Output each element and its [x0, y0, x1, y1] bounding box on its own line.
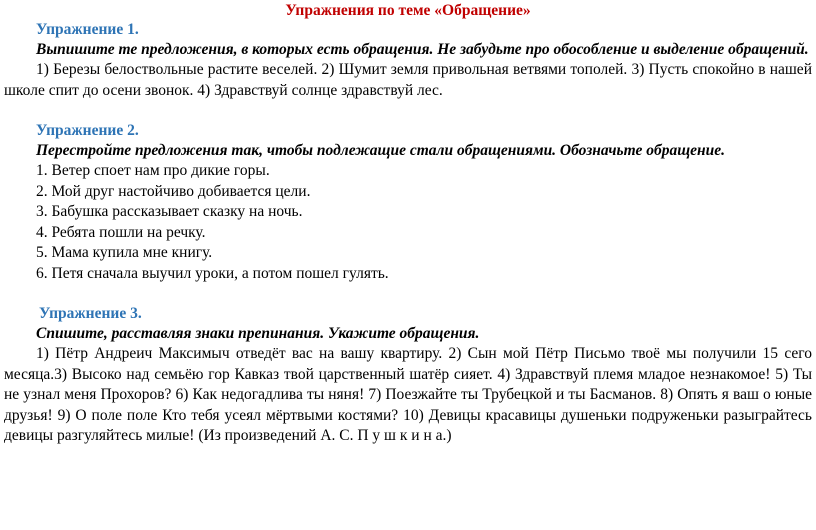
exercise-3-text: 1) Пётр Андреич Максимыч отведёт вас на вашу квартиру. 2) Сын мой Пётр Письмо твоё мы получили 15 сего месяца.3) Высоко над семьёю гор Кавказ твой царственный шатёр сияет. 4) Здравствуй племя младое незнакомое! 5) Ты не узнал меня Прохоров? 6) Как недогадлива ты няня! 7) Поезжайте ты Трубецкой и ты Басманов. 8) Опять я ваш о юные друзья! 9) О поле поле Кто тебя усеял мёртвыми костями? 10) Девицы красавицы душеньки подруженьки разыграйтесь девицы разгуляйтесь милые! (Из произведений А. С. П у ш к и н а.): [4, 345, 812, 444]
exercise-2-list: [4, 161, 812, 284]
spacer: [4, 101, 812, 121]
exercise-1: [4, 20, 812, 101]
exercise-1-instruction: Выпишите те предложения, в которых есть обращения. Не забудьте про обособление и выделение обращений.: [36, 41, 809, 58]
list-item: 3. Бабушка рассказывает сказку на ночь.: [36, 203, 303, 220]
exercise-3-heading: Упражнение 3.: [39, 305, 142, 322]
list-item: 5. Мама купила мне книгу.: [36, 244, 213, 261]
exercise-3-instruction: Спишите, расставляя знаки препинания. Укажите обращения.: [36, 325, 480, 342]
list-item: 6. Петя сначала выучил уроки, а потом пошел гулять.: [36, 264, 389, 282]
exercise-2: [4, 121, 812, 284]
list-item: 2. Мой друг настойчиво добивается цели.: [36, 182, 311, 200]
page-title: Упражнения по теме «Обращение»: [285, 2, 531, 19]
exercise-1-text: 1) Березы белоствольные растите веселей. 2) Шумит земля привольная ветвями тополей. 3) Пусть спокойно в нашей школе спит до осени звонок. 4) Здравствуй солнце здравствуй лес.: [4, 61, 812, 99]
exercise-3: [4, 304, 812, 447]
exercise-1-heading: Упражнение 1.: [36, 21, 139, 38]
spacer: [4, 284, 812, 304]
exercise-2-heading: Упражнение 2.: [36, 122, 139, 139]
list-item: 1. Ветер споет нам про дикие горы.: [36, 162, 270, 179]
exercise-2-instruction: Перестройте предложения так, чтобы подлежащие стали обращениями. Обозначьте обращение.: [36, 142, 725, 159]
list-item: 4. Ребята пошли на речку.: [36, 223, 206, 241]
